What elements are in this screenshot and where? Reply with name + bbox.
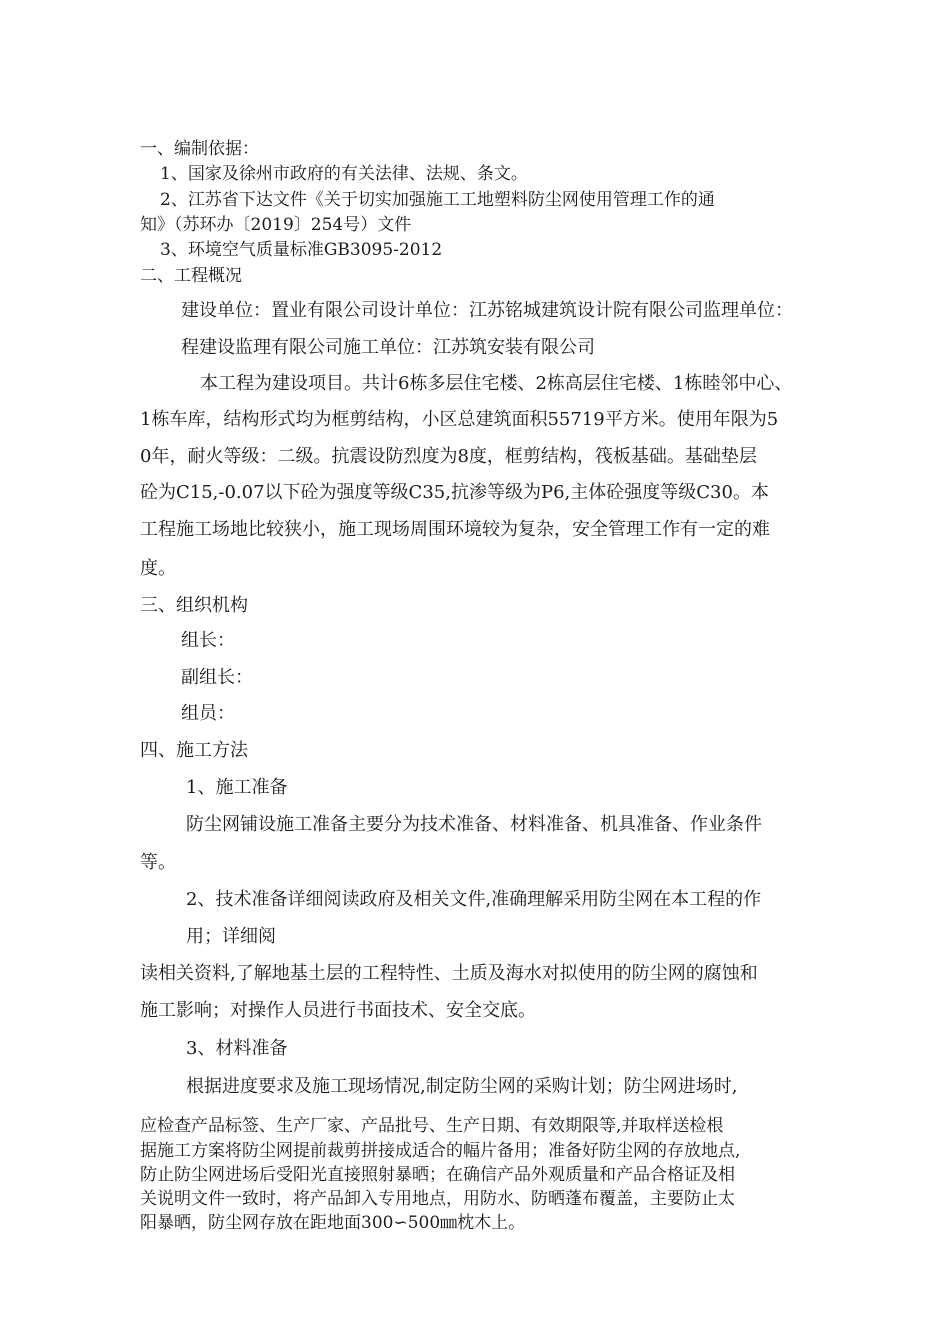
section-2-units-line-1: 建设单位：置业有限公司设计单位：江苏铭城建筑设计院有限公司监理单位： — [181, 300, 793, 321]
section-1-heading: 一、编制依据： — [140, 139, 259, 159]
section-1-item-1: 1、国家及徐州市政府的有关法律、法规、条文。 — [160, 164, 528, 184]
section-3-members: 组员： — [181, 703, 235, 724]
section-1-item-3: 3、环境空气质量标准GB3095-2012 — [160, 240, 443, 260]
section-2-desc-line-6: 度。 — [140, 558, 176, 579]
section-1-item-2-line-2: 知》（苏环办〔2019〕254号）文件 — [140, 215, 412, 235]
section-4-sub-2-line-2: 用；详细阅 — [186, 926, 276, 947]
section-4-sub-1-text-line-1: 防尘网铺设施工准备主要分为技术准备、材料准备、机具准备、作业条件 — [186, 814, 762, 835]
section-3-deputy: 副组长： — [181, 667, 253, 688]
section-4-sub-3-line-2: 应检查产品标签、生产厂家、产品批号、生产日期、有效期限等,并取样送检根 — [140, 1116, 724, 1136]
section-4-sub-1: 1、施工准备 — [186, 777, 288, 798]
section-2-desc-line-5: 工程施工场地比较狭小，施工现场周围环境较为复杂，安全管理工作有一定的难 — [140, 519, 770, 540]
section-4-heading: 四、施工方法 — [140, 740, 248, 761]
section-2-units-line-2: 程建设监理有限公司施工单位：江苏筑安装有限公司 — [181, 337, 595, 358]
section-1-item-2-line-1: 2、江苏省下达文件《关于切实加强施工工地塑料防尘网使用管理工作的通 — [160, 190, 715, 210]
section-4-sub-2-line-1: 2、技术准备详细阅读政府及相关文件,准确理解采用防尘网在本工程的作 — [186, 889, 762, 910]
section-2-heading: 二、工程概况 — [140, 266, 242, 286]
section-4-sub-3-line-5: 关说明文件一致时，将产品卸入专用地点，用防水、防晒蓬布覆盖，主要防止太 — [140, 1189, 735, 1209]
section-4-sub-3-line-6: 阳暴晒，防尘网存放在距地面300∽500㎜枕木上。 — [140, 1213, 526, 1233]
section-3-leader: 组长： — [181, 630, 235, 651]
section-2-desc-line-4: 砼为C15,-0.07以下砼为强度等级C35,抗渗等级为P6,主体砼强度等级C30。本 — [140, 482, 769, 503]
section-2-desc-line-1: 本工程为建设项目。共计6栋多层住宅楼、2栋高层住宅楼、1栋睦邻中心、 — [200, 373, 793, 394]
section-4-sub-2-line-4: 施工影响；对操作人员进行书面技术、安全交底。 — [140, 1000, 536, 1021]
section-4-sub-2-line-3: 读相关资料,了解地基土层的工程特性、土质及海水对拟使用的防尘网的腐蚀和 — [140, 963, 758, 984]
section-4-sub-3-line-4: 防止防尘网进场后受阳光直接照射暴晒；在确信产品外观质量和产品合格证及相 — [140, 1165, 735, 1185]
section-3-heading: 三、组织机构 — [140, 595, 248, 616]
section-4-sub-3-line-1: 根据进度要求及施工现场情况,制定防尘网的采购计划；防尘网进场时, — [186, 1076, 738, 1097]
section-2-desc-line-2: 1栋车库，结构形式均为框剪结构，小区总建筑面积55719平方米。使用年限为5 — [140, 409, 779, 430]
section-4-sub-3-line-3: 据施工方案将防尘网提前裁剪拼接成适合的幅片备用；准备好防尘网的存放地点, — [140, 1141, 741, 1161]
section-4-sub-3: 3、材料准备 — [186, 1038, 288, 1059]
section-2-desc-line-3: 0年，耐火等级：二级。抗震设防烈度为8度，框剪结构，筏板基础。基础垫层 — [140, 446, 757, 467]
section-4-sub-1-text-line-2: 等。 — [140, 852, 176, 873]
